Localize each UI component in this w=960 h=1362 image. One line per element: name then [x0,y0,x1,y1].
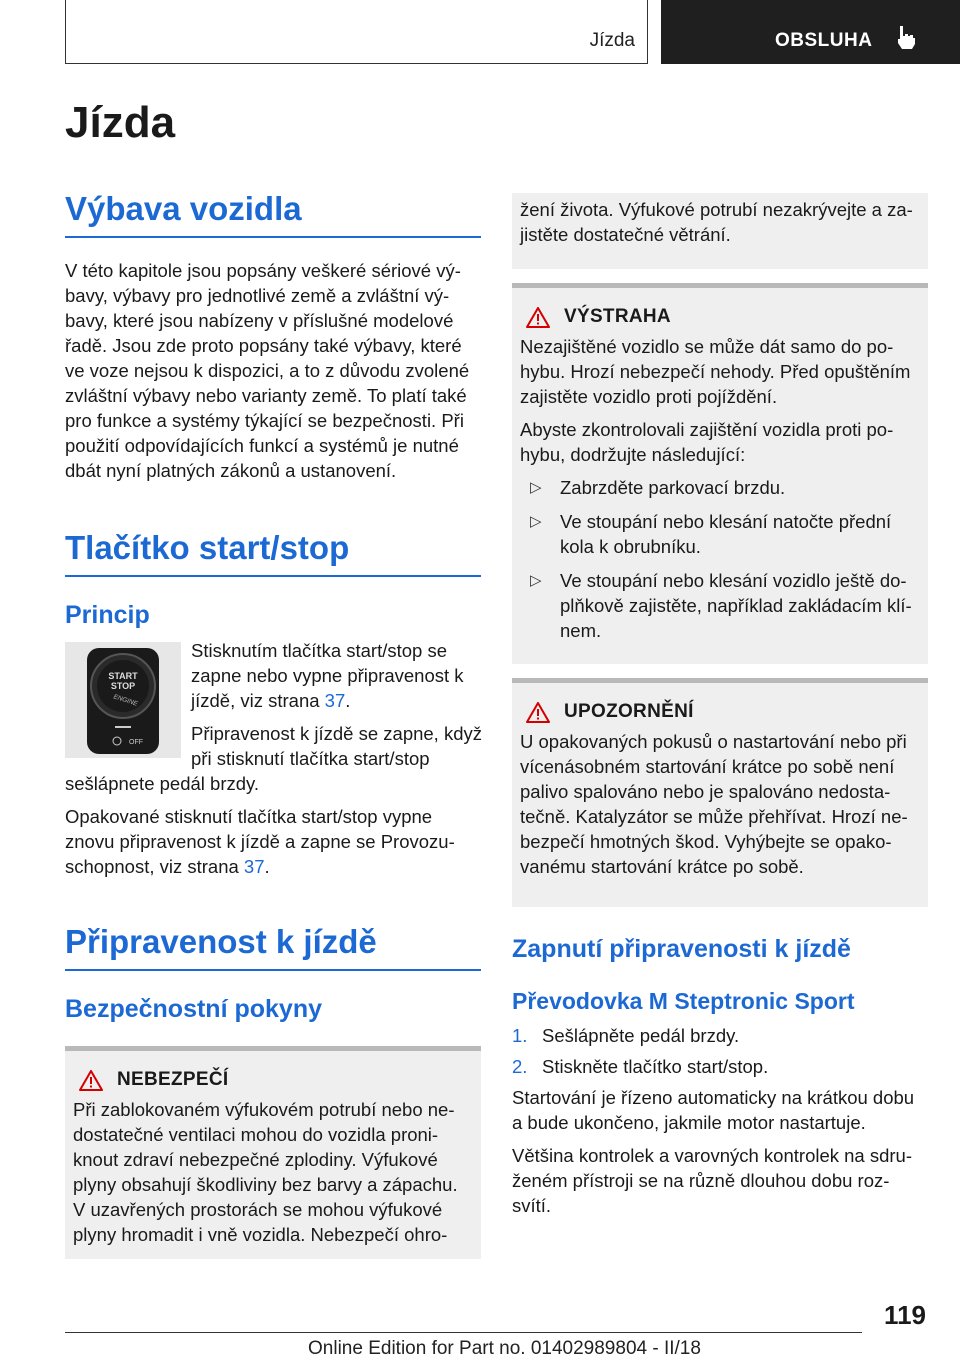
svg-text:OFF: OFF [129,739,143,746]
danger-box-continued [512,193,928,269]
danger-box [65,1046,481,1259]
right-column [512,193,928,1218]
triangle-bullet-icon: ▷ [530,572,542,589]
principle-paragraph-3: Opakované stisknutí tlačítka start/stop vypne znovu připravenost k jízdě a zapne se Provozu-schopnost, viz strana 37. [65,806,455,877]
header-section-title: Jízda [589,30,635,51]
upozorneni-text: U opakovaných pokusů o nastartování nebo při vícenásobném startování krátce po sobě není palivo spalováno nebo je spalováno nedosta-tečně. Katalyzátor se může přehřívat. Hrozí ne-bezpečí hmotných škod. Vyhýbejte se opako-vanému startování krátce po sobě. [520,731,908,877]
start-stop-button-icon [65,642,181,758]
warning-triangle-icon [79,1070,103,1091]
subsubsection-title-steptronic: Převodovka M Steptronic Sport [512,988,855,1014]
header-section-box [65,0,648,64]
principle-text [191,638,491,771]
vystraha-paragraph-2: Abyste zkontrolovali zajištění vozidla proti po-hybu, dodržujte následující: [520,419,894,465]
vystraha-box [512,283,928,664]
step-item: 2. Stiskněte tlačítko start/stop. [512,1056,769,1077]
header-chapter-title: OBSLUHA [775,30,873,51]
section-title-pripravenost: Připravenost k jízdě [65,923,481,971]
vystraha-paragraph-1: Nezajištěné vozidlo se může dát samo do po-hybu. Hrozí nebezpečí nehody. Před opuštěním zajistěte vozidlo proti pojíždění. [520,336,911,407]
danger-title: NEBEZPEČÍ [117,1069,229,1090]
principle-paragraph-1: Stisknutím tlačítka start/stop se zapne nebo vypne připravenost k jízdě, viz strana 37. [191,640,464,711]
upozorneni-header [526,701,920,723]
triangle-bullet-icon: ▷ [530,479,542,496]
footer-divider [65,1332,862,1333]
vystraha-title: VÝSTRAHA [564,306,671,327]
svg-text:STOP: STOP [110,681,136,691]
subsection-title-bezpecnost: Bezpečnostní pokyny [65,995,322,1023]
svg-text:ENGINE: ENGINE [112,693,139,708]
footer-edition-text: Online Edition for Part no. 01402989804 - II/18 [308,1338,701,1359]
steps-list [512,1023,928,1079]
upozorneni-title: UPOZORNĚNÍ [564,701,694,722]
danger-text: Při zablokovaném výfukovém potrubí nebo ne-dostatečné ventilaci mohou do vozidla proni-knout zdraví nebezpečné zplodiny. Výfukové plyny obsahují škodliviny bez barvy a zápachu. V uzavřených prostorách se mohou výfukové plyny hromadit i vně vozidla. Nebezpečí ohro- [73,1099,458,1245]
section-title-vybava: Výbava vozidla [65,190,481,238]
warning-triangle-icon [526,702,550,723]
left-column [65,190,481,1259]
warning-triangle-icon [526,307,550,328]
start-stop-button-image [65,642,181,758]
list-item: ▷ Zabrzděte parkovací brzdu. [530,477,786,498]
page-title: Jízda [65,98,176,147]
pointing-hand-icon [895,24,917,50]
principle-paragraph-2-end: sešlápnete pedál brzdy. [65,773,260,794]
danger-text-continued: žení života. Výfukové potrubí nezakrývejte a za-jistěte dostatečné větrání. [520,199,913,245]
vystraha-header [526,306,920,328]
upozorneni-box [512,678,928,907]
danger-header [79,1069,473,1091]
section-title-tlacitko: Tlačítko start/stop [65,529,481,577]
page-link-37-b[interactable]: 37 [243,856,265,877]
list-item: ▷ Ve stoupání nebo klesání vozidlo ještě do-plňkově zajistěte, například zakládacím klí-nem. [530,570,912,641]
principle-block [65,638,481,771]
subsection-title-princip: Princip [65,601,150,629]
triangle-bullet-icon: ▷ [530,513,542,530]
svg-text:START: START [108,671,138,681]
zapnuti-paragraph-2: Většina kontrolek a varovných kontrolek na sdru-ženém přístroji se na různě dlouhou dobu roz-svítí. [512,1145,913,1216]
page-link-37[interactable]: 37 [324,690,346,711]
step-item: 1. Sešlápněte pedál brzdy. [512,1025,740,1046]
zapnuti-paragraph-1: Startování je řízeno automaticky na krátkou dobu a bude ukončeno, jakmile motor nastartuje. [512,1087,915,1133]
page-number: 119 [884,1300,926,1330]
header-chapter-tab [661,0,960,64]
list-item: ▷ Ve stoupání nebo klesání natočte přední kola k obrubníku. [530,511,892,557]
subsection-title-zapnuti: Zapnutí připravenosti k jízdě [512,935,851,963]
vystraha-list [520,475,920,643]
principle-paragraph-2-start: Připravenost k jízdě se zapne, když při stisknutí tlačítka start/stop [191,723,483,769]
vybava-text: V této kapitole jsou popsány veškeré sériové vý-bavy, výbavy pro jednotlivé země a zvláštní vý-bavy, které jsou nabízeny v příslušné modelové řadě. Jsou zde proto popsány také výbavy, které ve voze nejsou k dispozici, a to z důvodu zvolené zvláštní výbavy nebo varianty země. To platí také pro funkce a systémy týkající se bezpečnosti. Při použití odpovídajících funkcí a systémů je nutné dbát nyní platných zákonů a ustanovení. [65,260,470,481]
